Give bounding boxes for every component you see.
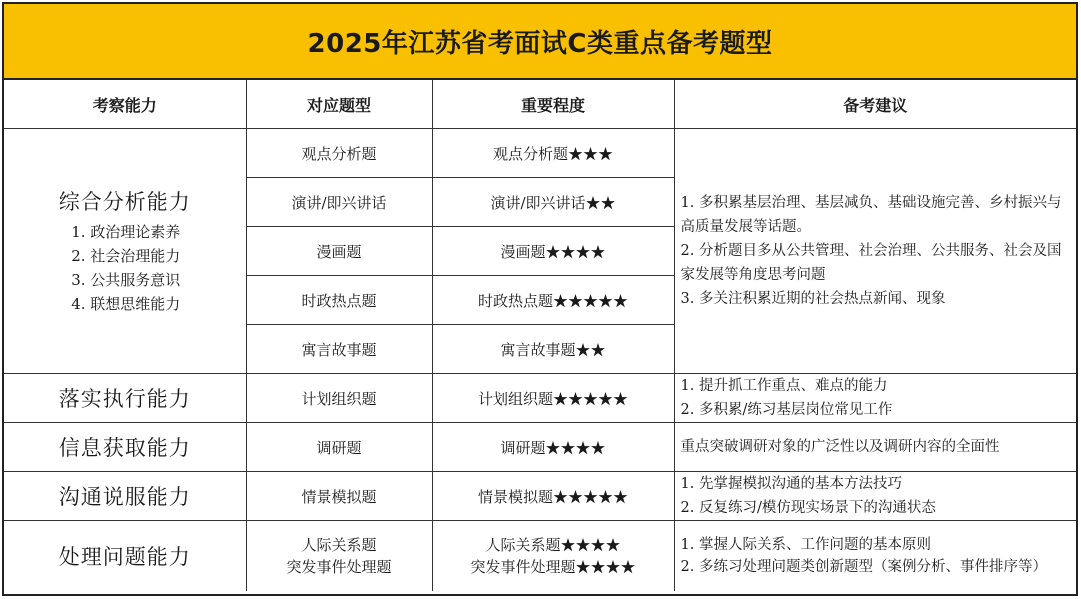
advice-cell [674,423,1076,472]
type-cell: 观点分析题 [246,129,432,178]
importance-cell [432,521,674,592]
importance-line: 突发事件处理题★★★★ [470,558,636,576]
importance-cell: 时政热点题★★★★★ [432,276,674,325]
header-row [4,80,1076,129]
ability-cell: 处理问题能力 [4,521,246,592]
importance-cell: 计划组织题★★★★★ [432,374,674,423]
table-row [4,521,1076,592]
importance-cell: 演讲/即兴讲话★★ [432,178,674,227]
table-frame [2,2,1078,596]
importance-cell: 情景模拟题★★★★★ [432,472,674,521]
advice-line: 2. 分析题目多从公共管理、社会治理、公共服务、社会及国家发展等角度思考问题 [680,243,1062,283]
advice-line: 3. 多关注积累近期的社会热点新闻、现象 [680,291,946,307]
header-type: 对应题型 [246,80,432,129]
exam-table [4,80,1076,591]
importance-cell: 观点分析题★★★ [432,129,674,178]
ability-cell: 落实执行能力 [4,374,246,423]
advice-line: 2. 多积累/练习基层岗位常见工作 [680,402,893,418]
advice-cell [674,129,1076,374]
header-ability: 考察能力 [4,80,246,129]
advice-line: 1. 提升抓工作重点、难点的能力 [680,378,888,394]
type-cell: 情景模拟题 [246,472,432,521]
subitem: 2. 社会治理能力 [71,247,181,265]
advice-line: 2. 多练习处理问题类创新题型（案例分析、事件排序等） [680,559,1047,575]
ability-cell: 信息获取能力 [4,423,246,472]
ability-title: 综合分析能力 [58,190,191,214]
importance-cell: 调研题★★★★ [432,423,674,472]
type-cell: 调研题 [246,423,432,472]
type-cell: 时政热点题 [246,276,432,325]
advice-line: 重点突破调研对象的广泛性以及调研内容的全面性 [680,439,1000,455]
table-row [4,472,1076,521]
type-cell: 寓言故事题 [246,325,432,374]
importance-cell: 漫画题★★★★ [432,227,674,276]
header-advice: 备考建议 [674,80,1076,129]
subitem: 1. 政治理论素养 [71,223,181,241]
type-cell: 漫画题 [246,227,432,276]
advice-cell [674,472,1076,521]
advice-line: 1. 先掌握模拟沟通的基本方法技巧 [680,476,902,492]
advice-cell [674,521,1076,592]
advice-line: 1. 掌握人际关系、工作问题的基本原则 [680,537,931,553]
advice-line: 1. 多积累基层治理、基层减负、基础设施完善、乡村振兴与高质量发展等话题。 [680,195,1062,235]
table-row [4,374,1076,423]
header-importance: 重要程度 [432,80,674,129]
importance-cell: 寓言故事题★★ [432,325,674,374]
type-line: 人际关系题 [301,536,377,554]
table-row [4,423,1076,472]
ability-cell: 沟通说服能力 [4,472,246,521]
importance-line: 人际关系题★★★★ [485,536,621,554]
table-row [4,129,1076,178]
type-line: 突发事件处理题 [286,558,392,576]
table-title: 2025年江苏省考面试C类重点备考题型 [4,4,1076,80]
ability-subitems [69,220,180,316]
subitem: 4. 联想思维能力 [71,295,181,313]
type-cell: 演讲/即兴讲话 [246,178,432,227]
advice-cell [674,374,1076,423]
ability-cell [4,129,246,374]
advice-line: 2. 反复练习/模仿现实场景下的沟通状态 [680,500,936,516]
type-cell: 计划组织题 [246,374,432,423]
subitem: 3. 公共服务意识 [71,271,181,289]
type-cell [246,521,432,592]
